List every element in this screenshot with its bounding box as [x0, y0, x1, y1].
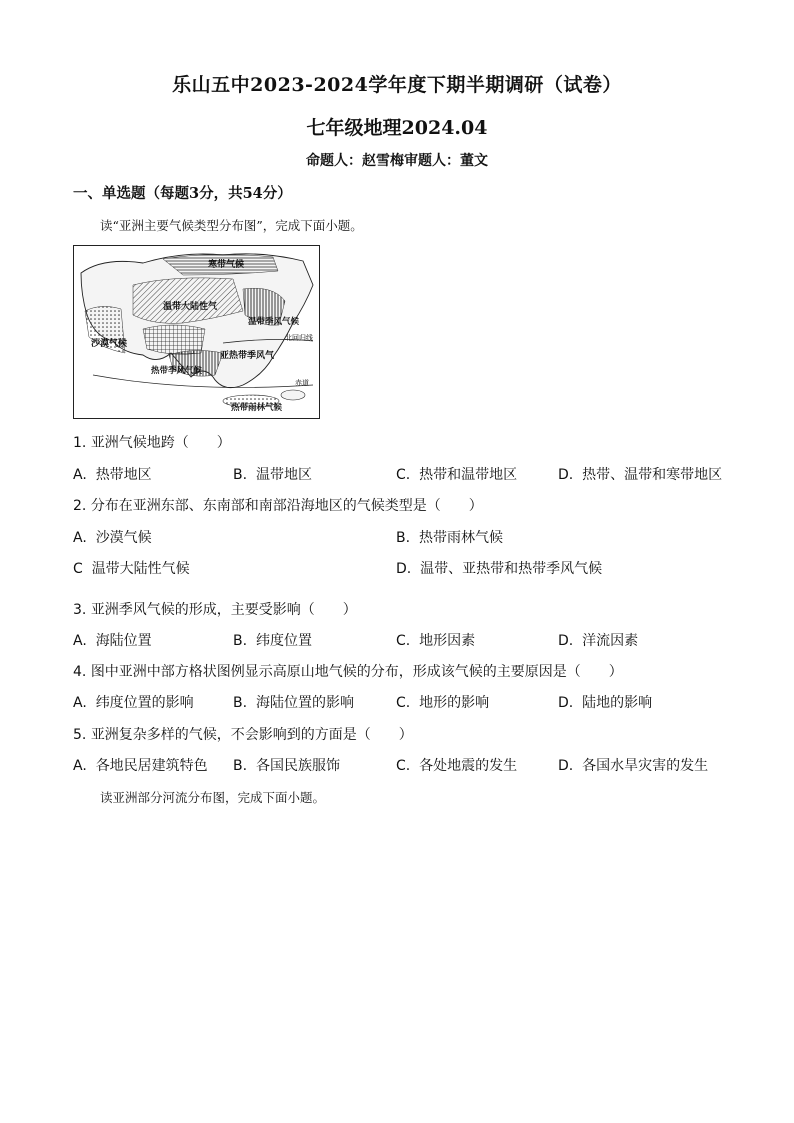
option-key: D. [558, 467, 574, 483]
question-text: 亚洲气候地跨（ ） [90, 435, 231, 451]
option-2c[interactable] [73, 558, 190, 578]
option-text: 温带大陆性气候 [91, 561, 190, 577]
question-1 [73, 432, 231, 452]
option-key: C. [396, 695, 411, 711]
question-text: 图中亚洲中部方格状图例显示高原山地气候的分布，形成该气候的主要原因是（ ） [90, 664, 623, 680]
option-5a[interactable] [73, 755, 208, 775]
option-text: 沙漠气候 [95, 530, 152, 546]
option-text: 热带雨林气候 [418, 530, 503, 546]
question-3 [73, 599, 357, 619]
option-text: 地形的影响 [419, 695, 490, 711]
option-text: 温带、亚热带和热带季风气候 [420, 561, 603, 577]
option-key: A. [73, 633, 87, 649]
option-key: A. [73, 530, 87, 546]
option-1a[interactable] [73, 464, 152, 484]
option-key: C. [396, 758, 411, 774]
map-label-tropic-of-cancer: 北回归线 [285, 334, 313, 342]
option-text: 热带地区 [95, 467, 152, 483]
question-text: 亚洲季风气候的形成，主要受影响（ ） [90, 602, 357, 618]
option-4d[interactable] [558, 692, 652, 712]
option-text: 各处地震的发生 [419, 758, 518, 774]
map-label-desert: 沙漠气候 [91, 339, 128, 349]
map-label-temperate-continental: 温带大陆性气 [163, 302, 218, 312]
option-key: C. [396, 633, 411, 649]
option-key: A. [73, 758, 87, 774]
question-text: 分布在亚洲东部、东南部和南部沿海地区的气候类型是（ ） [90, 498, 483, 514]
exam-authors: 命题人：赵雪梅审题人：董文 [306, 153, 488, 169]
option-5c[interactable] [396, 755, 517, 775]
option-1d[interactable] [558, 464, 722, 484]
map-label-temperate-monsoon: 温带季风气候 [248, 317, 300, 327]
river-map-intro: 读亚洲部分河流分布图，完成下面小题。 [100, 790, 326, 805]
asia-climate-map [73, 245, 320, 419]
option-4b[interactable] [233, 692, 354, 712]
question-5 [73, 724, 413, 744]
option-text: 各国民族服饰 [255, 758, 340, 774]
exam-subtitle: 七年级地理2024.04 [306, 117, 488, 139]
option-5d[interactable] [558, 755, 708, 775]
map-label-equator: 赤道 [295, 379, 309, 387]
map-label-tropical-rainforest: 热带雨林气候 [231, 403, 283, 413]
option-key: C. [396, 467, 411, 483]
option-text: 温带地区 [255, 467, 312, 483]
option-3c[interactable] [396, 630, 475, 650]
option-key: B. [233, 467, 248, 483]
option-text: 海陆位置 [95, 633, 152, 649]
island [281, 390, 305, 400]
option-text: 纬度位置的影响 [95, 695, 194, 711]
option-key: A. [73, 467, 87, 483]
option-text: 地形因素 [419, 633, 476, 649]
option-4c[interactable] [396, 692, 489, 712]
map-intro: 读“亚洲主要气候类型分布图”，完成下面小题。 [100, 218, 363, 233]
question-text: 亚洲复杂多样的气候，不会影响到的方面是（ ） [90, 727, 413, 743]
option-text: 纬度位置 [255, 633, 312, 649]
option-1b[interactable] [233, 464, 312, 484]
map-label-cold: 寒带气候 [208, 260, 245, 270]
exam-title: 乐山五中2023-2024学年度下期半期调研（试卷） [172, 74, 622, 96]
plateau-zone [143, 325, 205, 354]
question-number: 1. [73, 435, 87, 451]
option-key: B. [233, 695, 248, 711]
map-label-tropical-monsoon: 热带季风气候 [151, 366, 203, 376]
option-3d[interactable] [558, 630, 638, 650]
option-text: 海陆位置的影响 [255, 695, 354, 711]
question-2 [73, 495, 483, 515]
option-key: D. [396, 561, 412, 577]
option-3b[interactable] [233, 630, 312, 650]
option-text: 各国水旱灾害的发生 [582, 758, 709, 774]
option-key: C [73, 561, 83, 577]
option-text: 陆地的影响 [582, 695, 653, 711]
option-2b[interactable] [396, 527, 503, 547]
option-text: 洋流因素 [582, 633, 639, 649]
option-3a[interactable] [73, 630, 152, 650]
option-text: 热带、温带和寒带地区 [582, 467, 723, 483]
map-label-subtropical-monsoon: 亚热带季风气 [220, 351, 275, 361]
option-key: D. [558, 758, 574, 774]
question-number: 2. [73, 498, 87, 514]
option-2d[interactable] [396, 558, 602, 578]
option-text: 热带和温带地区 [419, 467, 518, 483]
option-4a[interactable] [73, 692, 194, 712]
option-key: B. [233, 633, 248, 649]
option-key: D. [558, 695, 574, 711]
question-4 [73, 661, 623, 681]
option-1c[interactable] [396, 464, 517, 484]
option-text: 各地民居建筑特色 [95, 758, 208, 774]
question-number: 3. [73, 602, 87, 618]
question-number: 4. [73, 664, 87, 680]
option-key: A. [73, 695, 87, 711]
option-key: D. [558, 633, 574, 649]
option-key: B. [233, 758, 248, 774]
option-2a[interactable] [73, 527, 152, 547]
option-5b[interactable] [233, 755, 340, 775]
section-heading: 一、单选题（每题3分，共54分） [73, 185, 292, 202]
question-number: 5. [73, 727, 87, 743]
option-key: B. [396, 530, 411, 546]
